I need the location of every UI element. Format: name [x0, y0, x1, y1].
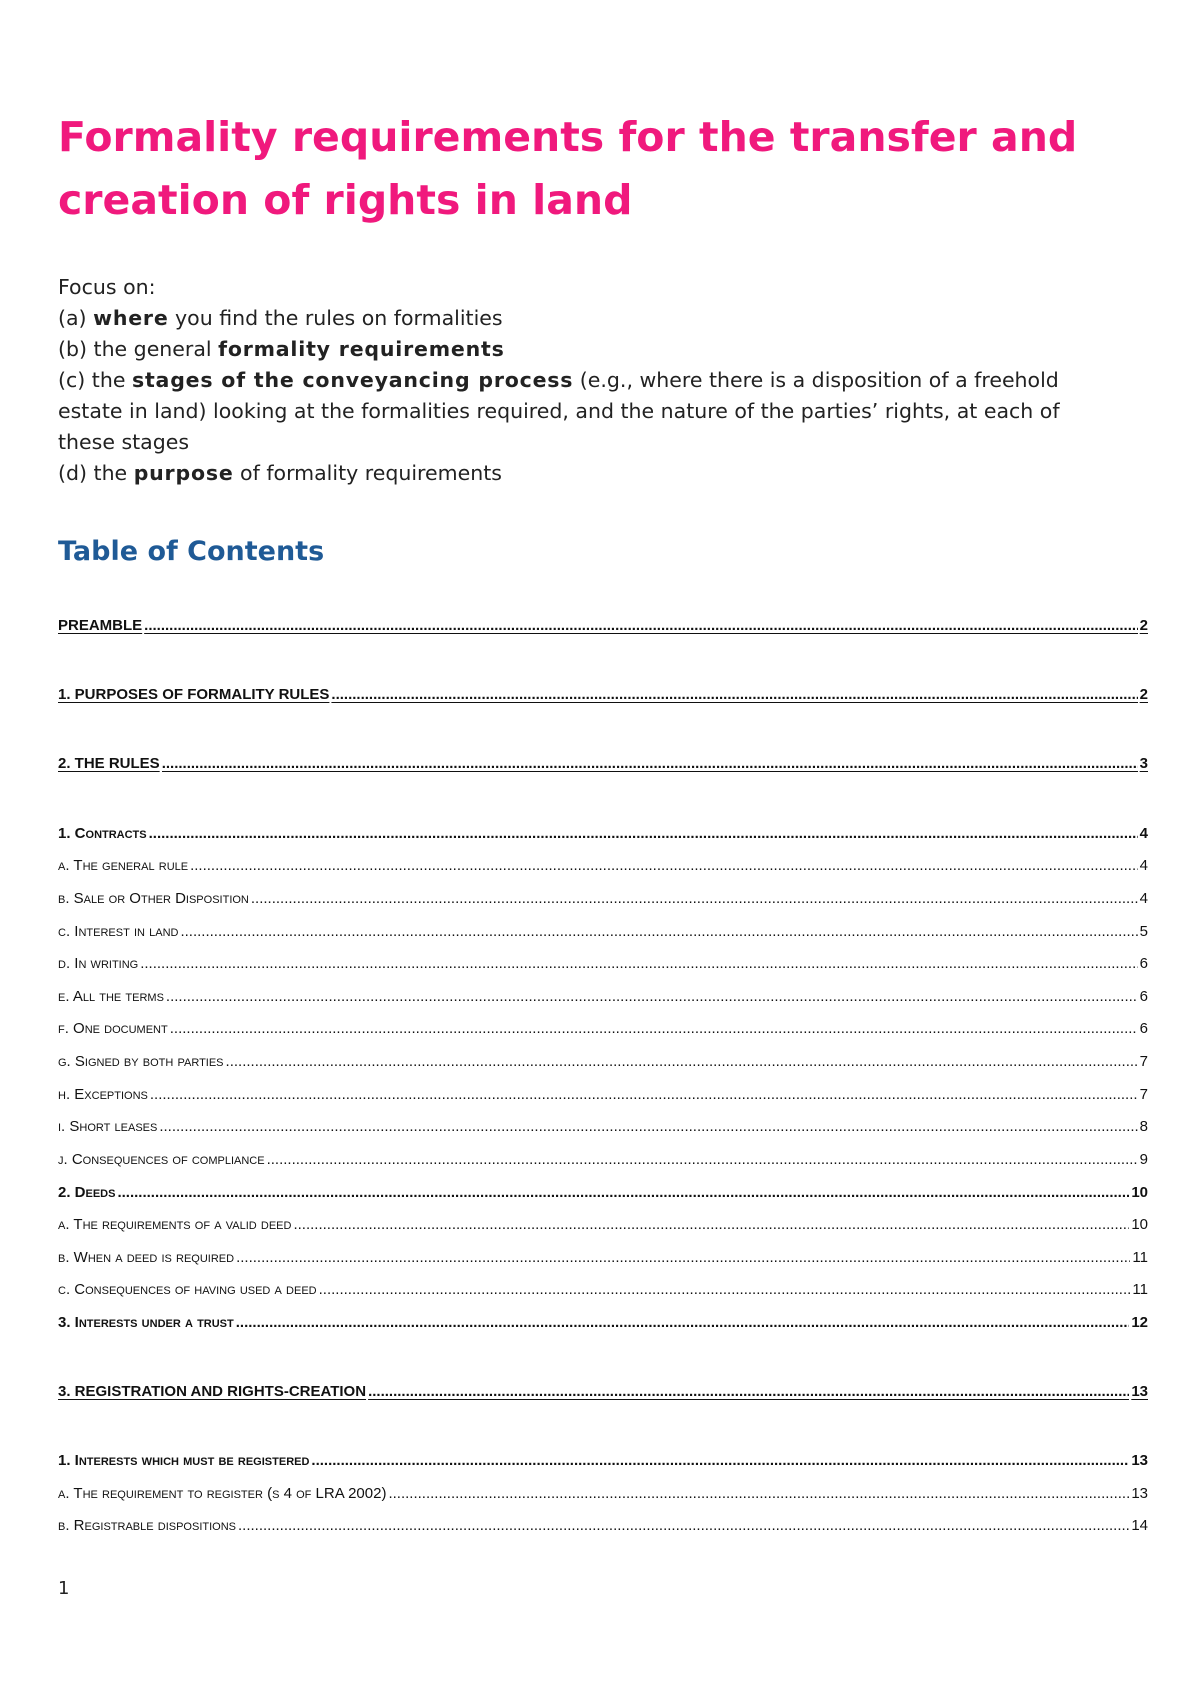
toc-entry-page: 6	[1139, 955, 1148, 972]
focus-item-a-emphasis: where	[93, 306, 169, 330]
toc-entry-label: a. The general rule	[58, 857, 189, 874]
toc-entry[interactable]	[58, 857, 1148, 874]
toc-entry[interactable]	[58, 1517, 1148, 1534]
toc-entry-label: c. Interest in land	[58, 923, 179, 940]
toc-entry-page: 8	[1139, 1118, 1148, 1135]
toc-entry-page: 4	[1139, 825, 1148, 842]
toc-entry-page: 13	[1131, 1452, 1148, 1469]
toc-entry[interactable]	[58, 617, 1148, 634]
toc-dot-leader	[293, 1216, 1129, 1233]
focus-item-c-suffix: (e.g., where there is a disposition of a freehold	[573, 368, 1059, 392]
toc-entry-label: c. Consequences of having used a deed	[58, 1281, 317, 1298]
focus-item-d-prefix: (d) the	[58, 461, 134, 485]
toc-entry-page: 3	[1139, 755, 1148, 772]
toc-entry-page: 12	[1131, 1314, 1148, 1331]
toc-entry-label: 2. Deeds	[58, 1184, 116, 1201]
toc-entry[interactable]	[58, 1118, 1148, 1135]
toc-dot-leader	[166, 988, 1138, 1005]
toc-entry[interactable]	[58, 825, 1148, 842]
toc-dot-leader	[170, 1020, 1138, 1037]
toc-dot-leader	[251, 890, 1138, 907]
toc-entry-page: 6	[1139, 988, 1148, 1005]
toc-dot-leader	[319, 1281, 1131, 1298]
toc-entry[interactable]	[58, 890, 1148, 907]
toc-entry[interactable]	[58, 686, 1148, 703]
toc-entry-page: 10	[1131, 1216, 1148, 1233]
toc-entry-page: 14	[1131, 1517, 1148, 1534]
toc-entry-label: 3. REGISTRATION AND RIGHTS-CREATION	[58, 1383, 367, 1400]
toc-dot-leader	[388, 1485, 1129, 1502]
toc-entry-label: a. The requirements of a valid deed	[58, 1216, 292, 1233]
toc-dot-leader	[159, 1118, 1137, 1135]
toc-dot-leader	[236, 1314, 1130, 1331]
focus-intro: Focus on:	[58, 275, 156, 299]
toc-entry-label: d. In writing	[58, 955, 139, 972]
toc-entry-page: 7	[1139, 1086, 1148, 1103]
toc-entry-page: 5	[1139, 923, 1148, 940]
toc-entry[interactable]	[58, 1485, 1148, 1502]
toc-dot-leader	[331, 686, 1137, 703]
toc-entry[interactable]	[58, 1151, 1148, 1168]
focus-item-d-suffix: of formality requirements	[233, 461, 502, 485]
focus-item-a-suffix: you find the rules on formalities	[168, 306, 503, 330]
toc-entry[interactable]	[58, 1086, 1148, 1103]
toc-entry-label: a. The requirement to register (s 4 of LRA 2002)	[58, 1485, 387, 1502]
toc-entry[interactable]	[58, 1020, 1148, 1037]
focus-item-c-continuation: estate in land) looking at the formalities required, and the nature of the parties’ rights, at each of	[58, 399, 1060, 423]
document-title: Formality requirements for the transfer and creation of rights in land	[58, 113, 1078, 224]
toc-entry-page: 4	[1139, 857, 1148, 874]
focus-item-c-prefix: (c) the	[58, 368, 132, 392]
toc-entry[interactable]	[58, 988, 1148, 1005]
toc-entry-page: 10	[1131, 1184, 1148, 1201]
toc-dot-leader	[162, 755, 1138, 772]
toc-entry-label: i. Short leases	[58, 1118, 158, 1135]
toc-entry-page: 9	[1139, 1151, 1148, 1168]
toc-entry-label: 1. PURPOSES OF FORMALITY RULES	[58, 686, 330, 703]
toc-entry-page: 7	[1139, 1053, 1148, 1070]
toc-entry-label: 3. Interests under a trust	[58, 1314, 234, 1331]
toc-dot-leader	[236, 1249, 1130, 1266]
focus-item-a-prefix: (a)	[58, 306, 94, 330]
table-of-contents	[58, 0, 1148, 1697]
toc-entry-page: 2	[1139, 686, 1148, 703]
toc-entry-label: j. Consequences of compliance	[58, 1151, 265, 1168]
toc-entry-page: 11	[1132, 1281, 1148, 1298]
focus-item-b-prefix: (b) the general	[58, 337, 219, 361]
toc-entry-label: PREAMBLE	[58, 617, 143, 634]
toc-entry-page: 13	[1131, 1485, 1148, 1502]
toc-entry-label: h. Exceptions	[58, 1086, 148, 1103]
toc-dot-leader	[226, 1053, 1138, 1070]
toc-entry[interactable]	[58, 1281, 1148, 1298]
toc-entry-label: 2. THE RULES	[58, 755, 160, 772]
focus-item-b-emphasis: formality requirements	[218, 337, 505, 361]
page-number: 1	[58, 1578, 70, 1599]
toc-entry[interactable]	[58, 955, 1148, 972]
toc-heading: Table of Contents	[58, 536, 325, 567]
focus-item-c-emphasis: stages of the conveyancing process	[131, 368, 574, 392]
toc-entry[interactable]	[58, 1249, 1148, 1266]
toc-entry-page: 2	[1139, 617, 1148, 634]
toc-entry-label: g. Signed by both parties	[58, 1053, 224, 1070]
toc-entry-label: b. Sale or Other Disposition	[58, 890, 249, 907]
toc-dot-leader	[144, 617, 1137, 634]
toc-entry-page: 6	[1139, 1020, 1148, 1037]
toc-entry-label: 1. Interests which must be registered	[58, 1452, 310, 1469]
toc-dot-leader	[311, 1452, 1129, 1469]
toc-dot-leader	[238, 1517, 1129, 1534]
toc-entry[interactable]	[58, 1216, 1148, 1233]
toc-entry[interactable]	[58, 1452, 1148, 1469]
toc-entry-label: 1. Contracts	[58, 825, 147, 842]
toc-dot-leader	[368, 1383, 1129, 1400]
toc-entry[interactable]	[58, 1314, 1148, 1331]
toc-entry[interactable]	[58, 1184, 1148, 1201]
toc-entry-label: f. One document	[58, 1020, 168, 1037]
focus-item-d-emphasis: purpose	[133, 461, 234, 485]
toc-entry[interactable]	[58, 923, 1148, 940]
toc-entry[interactable]	[58, 755, 1148, 772]
focus-item-c-continuation-2: these stages	[58, 430, 190, 454]
toc-dot-leader	[180, 923, 1137, 940]
toc-dot-leader	[150, 1086, 1138, 1103]
toc-dot-leader	[190, 857, 1138, 874]
toc-entry-page: 13	[1131, 1383, 1148, 1400]
toc-entry-page: 11	[1132, 1249, 1148, 1266]
toc-entry-label: b. Registrable dispositions	[58, 1517, 236, 1534]
toc-entry[interactable]	[58, 1383, 1148, 1400]
toc-dot-leader	[117, 1184, 1129, 1201]
toc-dot-leader	[267, 1151, 1138, 1168]
toc-entry-page: 4	[1139, 890, 1148, 907]
toc-dot-leader	[149, 825, 1138, 842]
toc-entry[interactable]	[58, 1053, 1148, 1070]
toc-entry-label: e. All the terms	[58, 988, 164, 1005]
toc-dot-leader	[140, 955, 1137, 972]
toc-entry-label: b. When a deed is required	[58, 1249, 235, 1266]
